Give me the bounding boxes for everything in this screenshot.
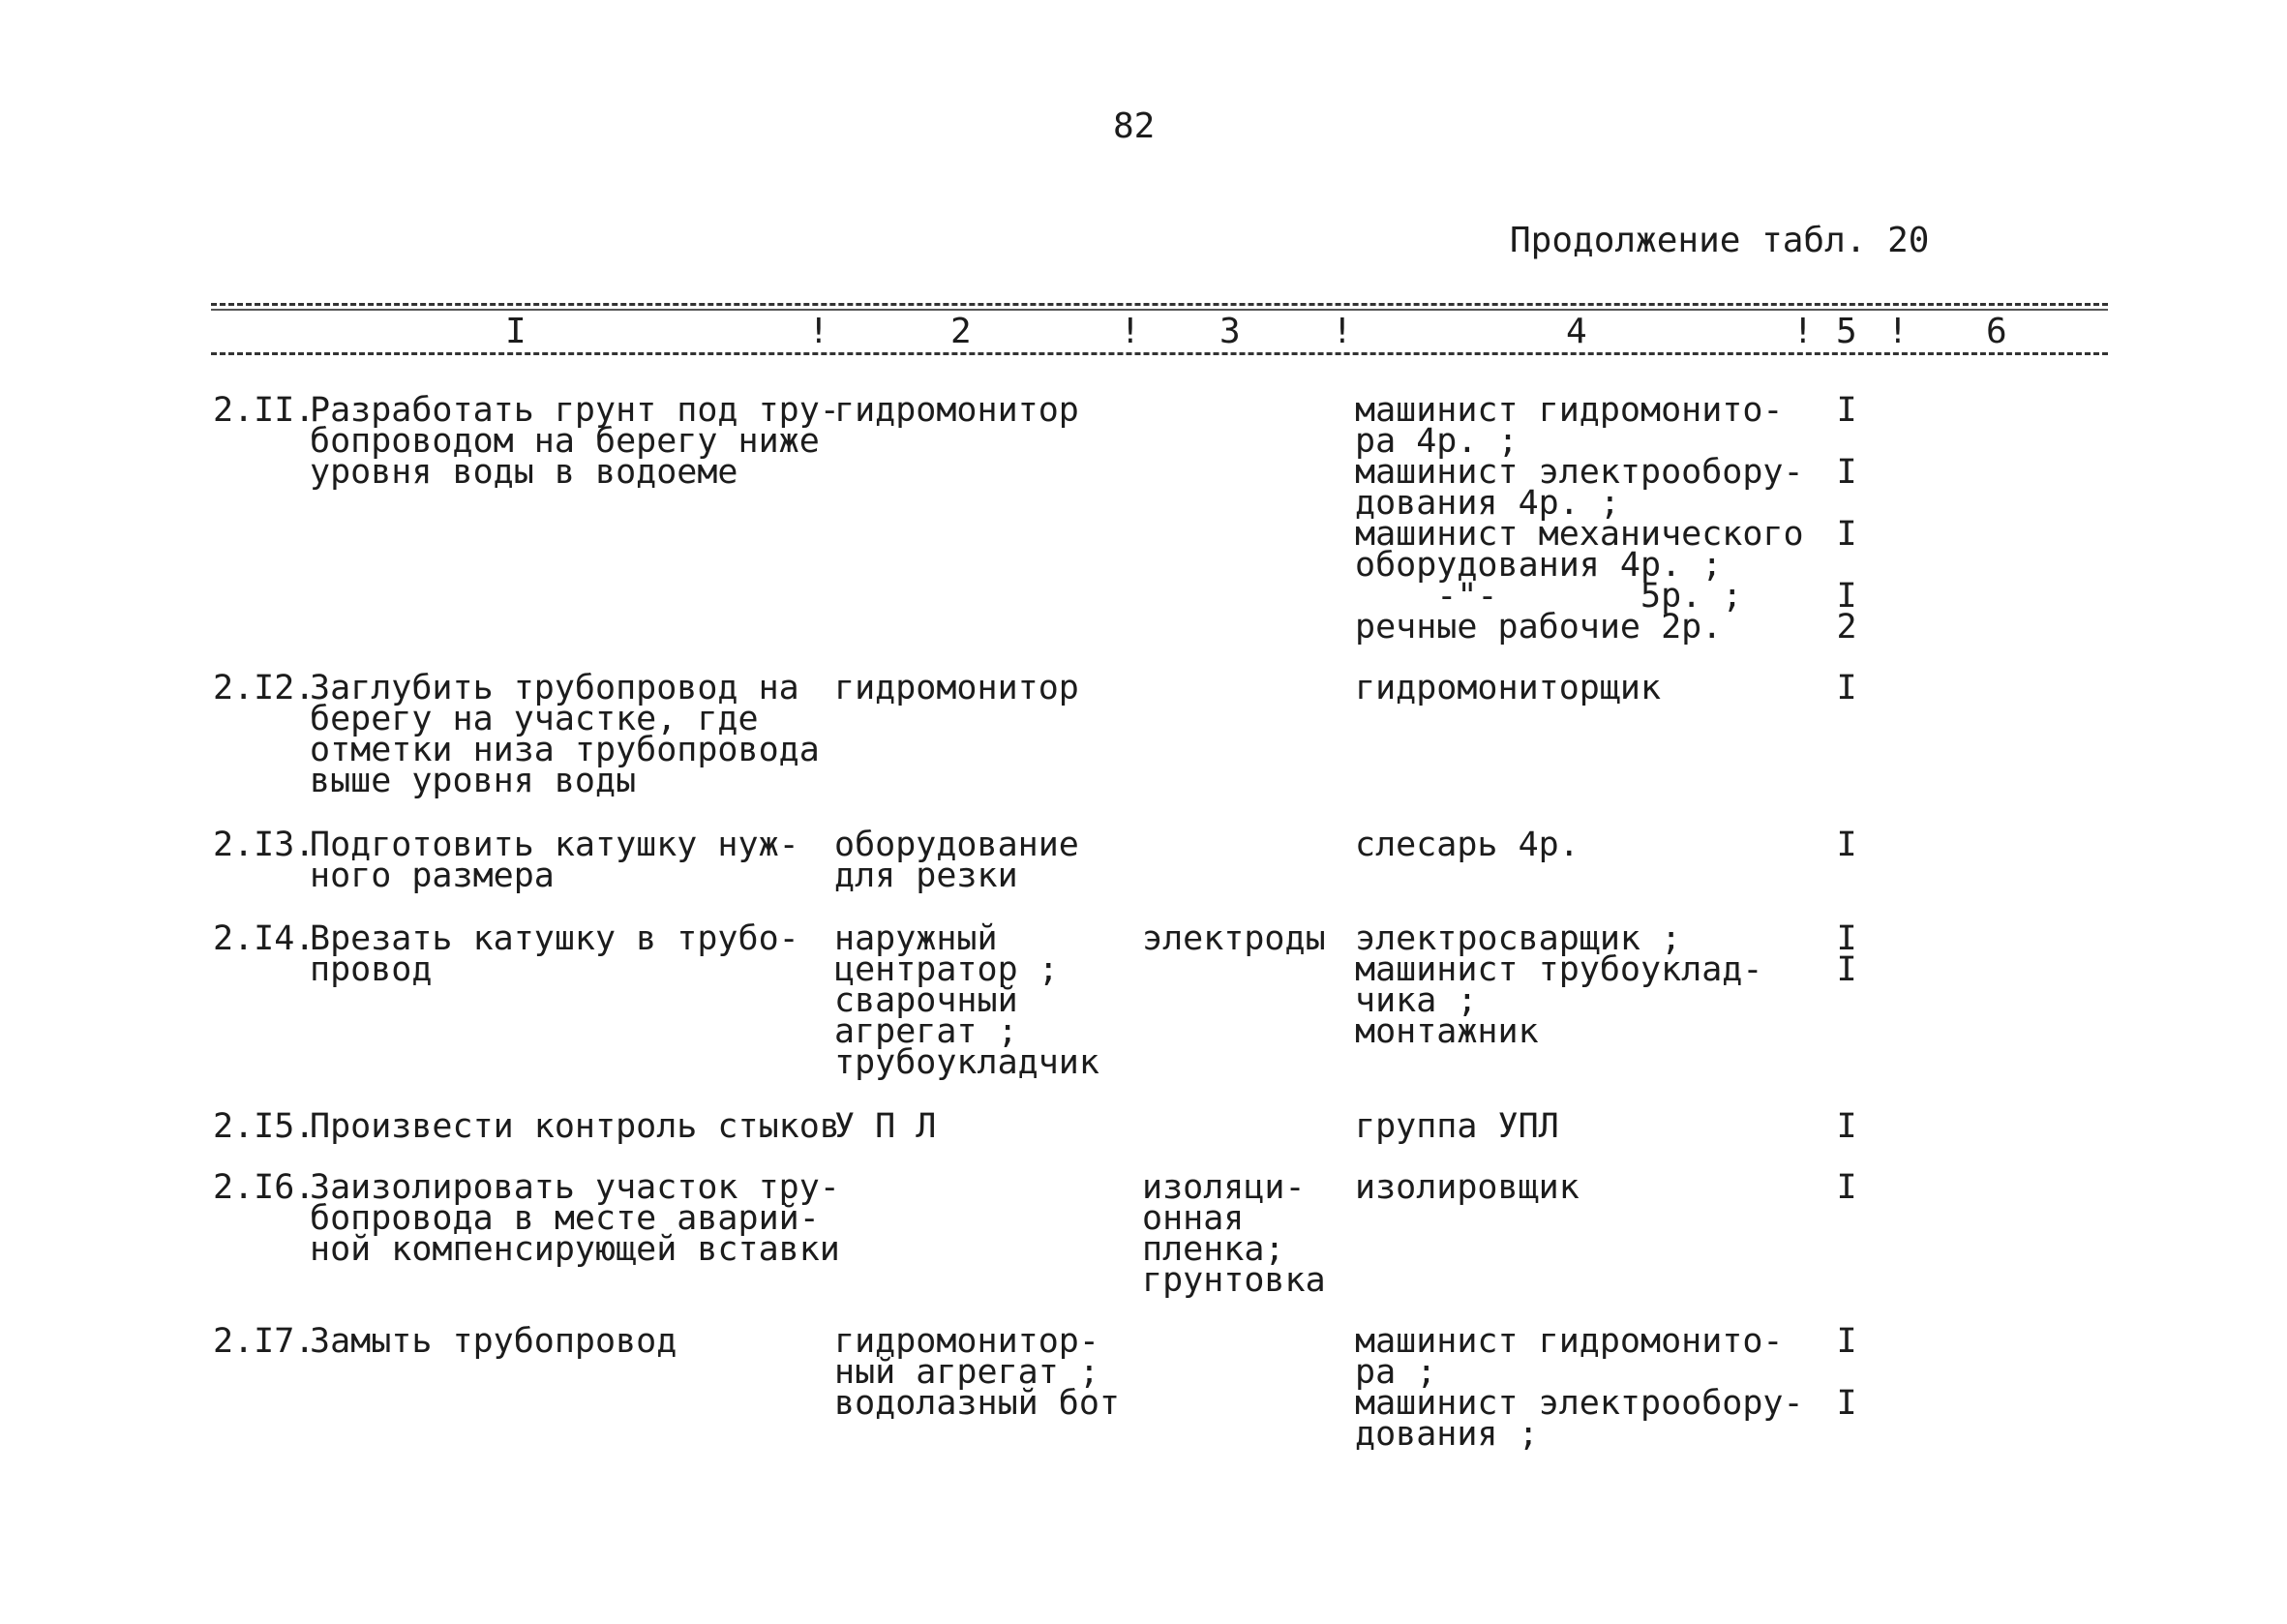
workers-text: слесарь 4р. (1355, 826, 1580, 864)
materials-text: изоляци- онная пленка; грунтовка (1142, 1168, 1326, 1300)
table-continuation-caption: Продолжение табл. 20 (1510, 221, 1930, 260)
item-number: 2.I5. (213, 1107, 316, 1146)
item-number: 2.II. (213, 391, 316, 430)
workers-text: гидромониторщик (1355, 669, 1662, 707)
header-top-rule-2 (211, 309, 2108, 311)
item-number: 2.I6. (213, 1168, 316, 1207)
column-header-1: I (505, 312, 527, 351)
column-header-3: 3 (1219, 312, 1241, 351)
operation-text: Заизолировать участок тру- бопровода в месте аварий- ной компенсирующей вставки (310, 1168, 840, 1269)
item-number: 2.I4. (213, 919, 316, 958)
operation-text: Произвести контроль стыков (310, 1107, 840, 1146)
operation-text: Заглубить трубопровод на берегу на участке, где отметки низа трубопровода выше уровня воды (310, 669, 820, 800)
workers-text: машинист гидромонито- ра ; машинист электрообору- дования ; (1355, 1322, 1804, 1454)
worker-count: I I I I 2 (1836, 391, 1857, 647)
item-number: 2.I3. (213, 826, 316, 864)
worker-count: I (1836, 826, 1857, 864)
column-separator: ! (1887, 312, 1909, 351)
equipment-text: гидромонитор (834, 391, 1079, 430)
column-header-5: 5 (1836, 312, 1857, 351)
worker-count: I (1836, 1107, 1857, 1146)
materials-text: электроды (1142, 919, 1326, 958)
equipment-text: гидромонитор (834, 669, 1079, 707)
worker-count: I I (1836, 1322, 1857, 1423)
equipment-text: наружный центратор ; сварочный агрегат ; трубоукладчик (834, 919, 1099, 1082)
column-separator: ! (808, 312, 829, 351)
operation-text: Подготовить катушку нуж- ного размера (310, 826, 799, 895)
column-header-2: 2 (950, 312, 972, 351)
column-header-4: 4 (1566, 312, 1587, 351)
equipment-text: У П Л (834, 1107, 937, 1146)
column-separator: ! (1120, 312, 1141, 351)
workers-text: электросварщик ; машинист трубоуклад- чика ; монтажник (1355, 919, 1763, 1051)
workers-text: машинист гидромонито- ра 4р. ; машинист электрообору- дования 4р. ; машинист механического оборудования 4р. ; -"- 5р. ; речные рабочие 2р. (1355, 391, 1804, 647)
column-header-6: 6 (1986, 312, 2007, 351)
workers-text: изолировщик (1355, 1168, 1580, 1207)
item-number: 2.I7. (213, 1322, 316, 1361)
operation-text: Замыть трубопровод (310, 1322, 677, 1361)
page-number: 82 (1113, 106, 1156, 146)
workers-text: группа УПЛ (1355, 1107, 1559, 1146)
header-top-rule (211, 303, 2108, 306)
column-separator: ! (1792, 312, 1814, 351)
worker-count: I (1836, 1168, 1857, 1207)
worker-count: I I (1836, 919, 1857, 989)
equipment-text: оборудование для резки (834, 826, 1079, 895)
header-bottom-rule (211, 352, 2108, 355)
operation-text: Врезать катушку в трубо- провод (310, 919, 799, 989)
equipment-text: гидромонитор- ный агрегат ; водолазный бот (834, 1322, 1121, 1423)
item-number: 2.I2. (213, 669, 316, 707)
operation-text: Разработать грунт под тру- бопроводом на берегу ниже уровня воды в водоеме (310, 391, 840, 492)
worker-count: I (1836, 669, 1857, 707)
column-separator: ! (1332, 312, 1353, 351)
